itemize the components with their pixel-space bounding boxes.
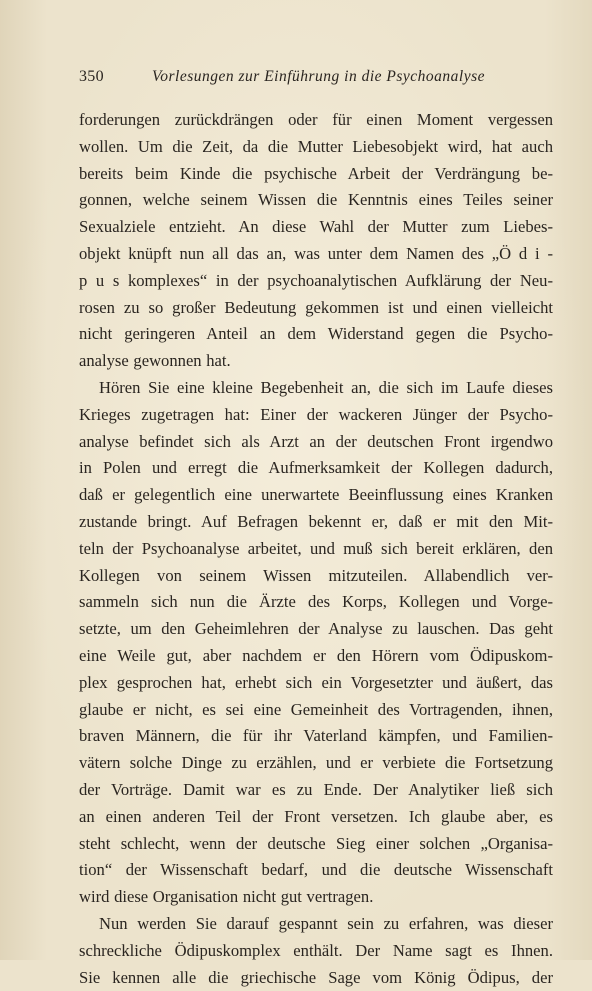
text-line: schreckliche Ödipuskomplex enthält. Der Name sagt es Ihnen. [79, 938, 553, 965]
text-line: braven Männern, die für ihr Vaterland kämpfen, und Familien- [79, 723, 553, 750]
text-line: vätern solche Dinge zu erzählen, und er verbiete die Fortsetzung [79, 750, 553, 777]
text-line: an einen anderen Teil der Front versetzen. Ich glaube aber, es [79, 804, 553, 831]
text-line: Sie kennen alle die griechische Sage vom König Ödipus, der [79, 965, 553, 991]
text-line: nicht geringeren Anteil an dem Widerstand gegen die Psycho- [79, 321, 553, 348]
text-line: rosen zu so großer Bedeutung gekommen ist und einen vielleicht [79, 295, 553, 322]
text-line: der Vorträge. Damit war es zu Ende. Der Analytiker ließ sich [79, 777, 553, 804]
text-line: gonnen, welche seinem Wissen die Kenntnis eines Teiles seiner [79, 187, 553, 214]
text-line: eine Weile gut, aber nachdem er den Hörern vom Ödipuskom- [79, 643, 553, 670]
paragraph [79, 107, 553, 375]
text-line: analyse befindet sich als Arzt an der deutschen Front irgendwo [79, 429, 553, 456]
text-line: zustande bringt. Auf Befragen bekennt er, daß er mit den Mit- [79, 509, 553, 536]
text-line: daß er gelegentlich eine unerwartete Beeinflussung eines Kranken [79, 482, 553, 509]
text-line: wollen. Um die Zeit, da die Mutter Liebesobjekt wird, hat auch [79, 134, 553, 161]
text-line: setzte, um den Geheimlehren der Analyse zu lauschen. Das geht [79, 616, 553, 643]
paragraph [79, 375, 553, 911]
text-line: Krieges zugetragen hat: Einer der wackeren Jünger der Psycho- [79, 402, 553, 429]
text-line: p u s komplexes“ in der psychoanalytischen Aufklärung der Neu- [79, 268, 553, 295]
text-line: teln der Psychoanalyse arbeitet, und muß sich bereit erklären, den [79, 536, 553, 563]
page-number: 350 [79, 68, 104, 86]
text-line: sammeln sich nun die Ärzte des Korps, Kollegen und Vorge- [79, 589, 553, 616]
text-line: tion“ der Wissenschaft bedarf, und die deutsche Wissenschaft [79, 857, 553, 884]
paragraph [79, 911, 553, 991]
text-line: plex gesprochen hat, erhebt sich ein Vorgesetzter und äußert, das [79, 670, 553, 697]
body-text [79, 107, 553, 991]
text-line: bereits beim Kinde die psychische Arbeit der Verdrängung be- [79, 161, 553, 188]
text-line: analyse gewonnen hat. [79, 348, 553, 375]
running-head: Vorlesungen zur Einführung in die Psychoanalyse [152, 68, 485, 86]
text-line: Sexualziele entzieht. An diese Wahl der Mutter zum Liebes- [79, 214, 553, 241]
text-line: Kollegen von seinem Wissen mitzuteilen. Allabendlich ver- [79, 563, 553, 590]
page-header [79, 66, 503, 90]
text-line: steht schlecht, wenn der deutsche Sieg einer solchen „Organisa- [79, 831, 553, 858]
text-line: wird diese Organisation nicht gut vertragen. [79, 884, 553, 911]
text-line: forderungen zurückdrängen oder für einen Moment vergessen [79, 107, 553, 134]
text-line: Hören Sie eine kleine Begebenheit an, die sich im Laufe dieses [79, 375, 553, 402]
text-line: glaube er nicht, es sei eine Gemeinheit des Vortragenden, ihnen, [79, 697, 553, 724]
text-line: Nun werden Sie darauf gespannt sein zu erfahren, was dieser [79, 911, 553, 938]
text-line: objekt knüpft nun all das an, was unter dem Namen des „Ö d i - [79, 241, 553, 268]
text-line: in Polen und erregt die Aufmerksamkeit der Kollegen dadurch, [79, 455, 553, 482]
